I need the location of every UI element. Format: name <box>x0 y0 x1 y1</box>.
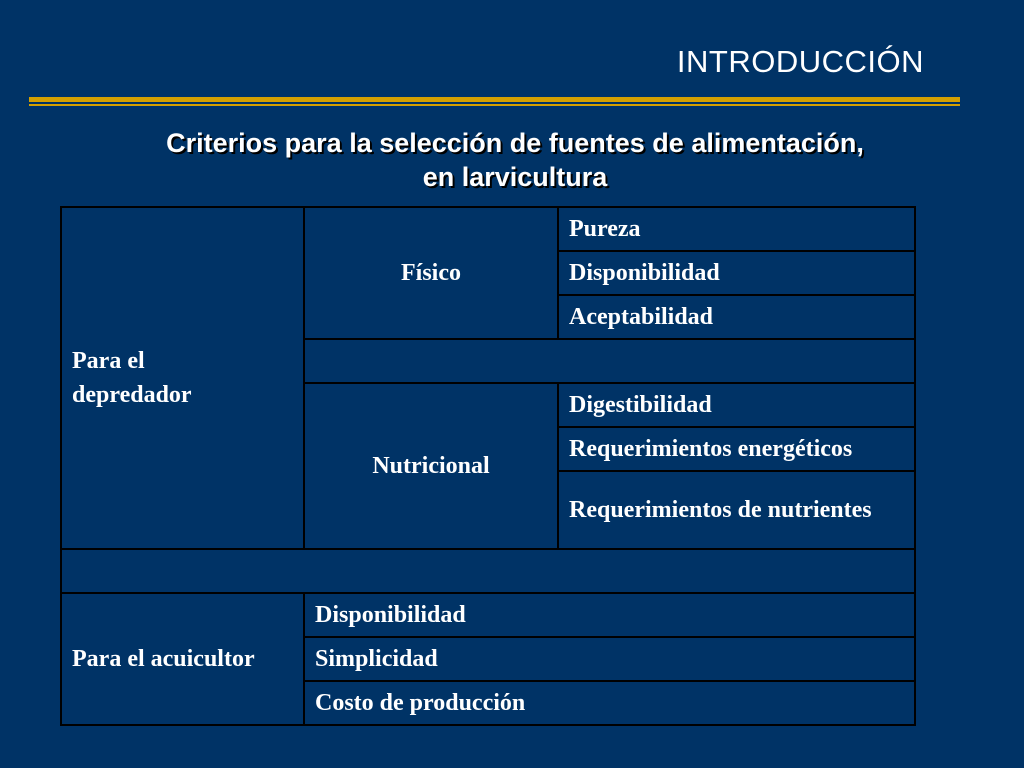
table-row <box>61 593 915 637</box>
predator-label-line-2: depredador <box>72 382 192 408</box>
table-row <box>61 549 915 593</box>
physical-category-label: Físico <box>401 260 461 286</box>
aquaculturist-item-costo: Costo de producción <box>304 681 915 725</box>
aquaculturist-item-disponibilidad: Disponibilidad <box>304 593 915 637</box>
nutritional-item-energeticos: Requerimientos energéticos <box>558 427 915 471</box>
physical-item-aceptabilidad: Aceptabilidad <box>558 295 915 339</box>
criteria-table <box>60 206 916 726</box>
slide-title: INTRODUCCIÓN <box>676 44 924 79</box>
nutritional-item-digestibilidad: Digestibilidad <box>558 383 915 427</box>
nutritional-item-nutrientes: Requerimientos de nutrientes <box>558 471 915 549</box>
physical-item-disponibilidad: Disponibilidad <box>558 251 915 295</box>
predator-cell <box>61 207 304 549</box>
aquaculturist-label: Para el acuicultor <box>72 646 255 672</box>
nutritional-category-label: Nutricional <box>372 453 490 479</box>
separator-row-cell <box>61 549 915 593</box>
header-rule-thin <box>29 104 960 106</box>
aquaculturist-cell <box>61 593 304 725</box>
physical-category-cell <box>304 207 558 339</box>
subtitle-line-1: Criterios para la selección de fuentes de alimentación, <box>166 128 864 158</box>
predator-label-line-1: Para el <box>72 348 145 374</box>
slide-subtitle <box>60 126 970 194</box>
physical-item-pureza: Pureza <box>558 207 915 251</box>
nutritional-category-cell <box>304 383 558 549</box>
subtitle-line-2: en larvicultura <box>422 162 608 192</box>
aquaculturist-item-simplicidad: Simplicidad <box>304 637 915 681</box>
spacer-cell <box>304 339 915 383</box>
table-row <box>61 207 915 251</box>
header-rule-thick <box>29 97 960 102</box>
